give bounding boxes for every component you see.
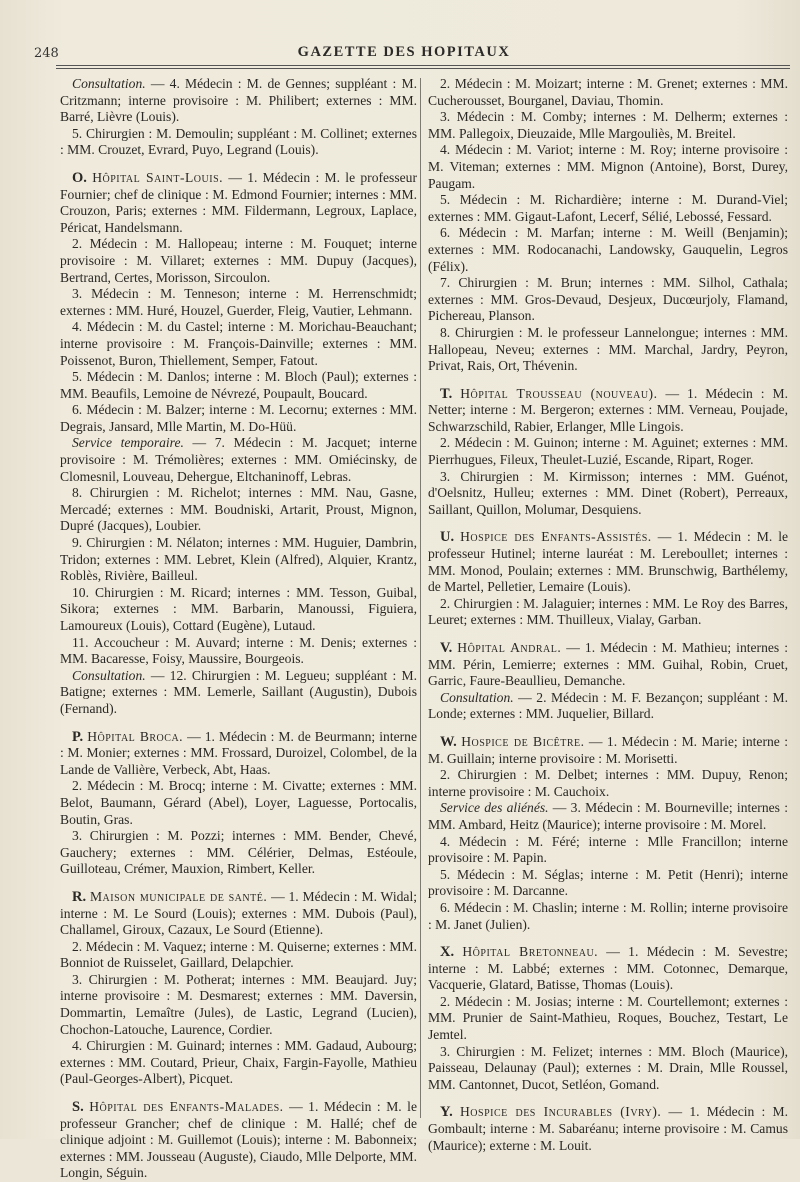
paragraph-text: 2. Médecin : M. Vaquez; interne : M. Quiserne; externes : MM. Bonniot de Ruisselet, Gaillard, Delapchier. xyxy=(60,938,417,971)
paragraph xyxy=(428,767,788,800)
right-column xyxy=(428,76,788,1154)
hospital-name: Hôpital Andral. xyxy=(457,640,562,655)
paragraph-text: — 2. Médecin : M. F. Bezançon; suppléant : M. Londe; externes : MM. Juquelier, Billard. xyxy=(428,689,788,722)
paragraph-text: 3. Médecin : M. Comby; internes : M. Delherm; externes : MM. Pallegoix, Dieuzaide, Mlle Margouliès, M. Breitel. xyxy=(428,109,788,141)
paragraph xyxy=(428,142,788,192)
paragraph xyxy=(60,635,417,668)
paragraph xyxy=(428,944,788,994)
paragraph-text: 3. Médecin : M. Tenneson; interne : M. Herrenschmidt; externes : MM. Huré, Houzel, Guerder, Fleig, Vautier, Lehmann. xyxy=(60,286,417,318)
paragraph-text: — 4. Médecin : M. de Gennes; suppléant : M. Critzmann; interne provisoire : M. Philibert; externes : MM. Barré, Lièvre (Louis). xyxy=(60,76,417,125)
journal-title: GAZETTE DES HOPITAUX xyxy=(297,44,511,60)
paragraph xyxy=(60,286,417,319)
paragraph xyxy=(428,275,788,325)
paragraph xyxy=(60,369,417,402)
paragraph xyxy=(60,126,417,159)
section-letter: S. xyxy=(72,1099,84,1116)
paragraph-text: — 1. Médecin : M. le professeur Grancher; chef de clinique : M. Hallé; chef de clinique adjoint : M. Guillemot (Louis); interne : M. Babonneix; externes : MM. Jousseau (Auguste), Ciaudo, Mlle Delporte, MM. Longin, Séguin. xyxy=(60,1099,417,1181)
header-rule-bottom xyxy=(56,68,790,69)
hospital-name: Hospice des Enfants-Assistés. xyxy=(460,529,652,545)
paragraph xyxy=(428,640,788,690)
paragraph-text: 4. Médecin : M. Variot; interne : M. Roy; interne provisoire : M. Viteman; externes : MM. Mignon (Antoine), Borst, Durey, Paugam. xyxy=(428,142,788,191)
paragraph-text: — 1. Médecin : M. le professeur Fournier; chef de clinique : M. Edmond Fournier; internes : MM. Crouzon, Paris; externes : MM. Fildermann, Legroux, Laplace, Péricat, Handelsmann. xyxy=(60,169,417,235)
paragraph xyxy=(428,225,788,275)
section-letter: V. xyxy=(440,640,453,656)
paragraph-text: 4. Médecin : M. du Castel; interne : M. Morichau-Beauchant; interne provisoire : M. François-Dainville; externes : MM. Poissenot, Buron, Thiellement, Semper, Fatout. xyxy=(60,319,417,368)
paragraph-text: 2. Chirurgien : M. Jalaguier; internes : MM. Le Roy des Barres, Leuret; externes : MM. Thuilleux, Vialay, Garban. xyxy=(428,595,788,628)
paragraph-text: 2. Médecin : M. Brocq; interne : M. Civatte; externes : MM. Belot, Baumann, Gérard (Abel), Loyer, Laguesse, Portocalis, Boutin, Gras. xyxy=(60,778,417,827)
paragraph xyxy=(428,192,788,225)
paragraph xyxy=(428,435,788,468)
paragraph xyxy=(60,76,417,126)
section-letter: U. xyxy=(440,529,455,546)
page-number: 248 xyxy=(34,46,59,61)
paragraph-text: 7. Chirurgien : M. Brun; internes : MM. Silhol, Cathala; externes : MM. Gros-Devaud, Desjeux, Ducœurjoly, Flamand, Pichereau, Planson. xyxy=(428,275,788,324)
paragraph-text: 3. Chirurgien : M. Kirmisson; internes : MM. Guénot, d'Oelsnitz, Hulleu; externes : MM. Dinet (Robert), Perreaux, Saillant, Quillon, Molumar, Desquiens. xyxy=(428,468,788,517)
service-label: Consultation. xyxy=(72,667,146,683)
paragraph-text: — 1. Médecin : M. Mathieu; internes : MM. Périn, Lemierre; externes : MM. Guihal, Robin, Cruet, Garric, Faure-Beaullieu, Demanche. xyxy=(428,640,789,689)
paragraph xyxy=(60,939,417,972)
paragraph-text: — 3. Médecin : M. Bourneville; internes : MM. Ambard, Heitz (Maurice); interne provisoire : M. Morel. xyxy=(428,800,788,832)
hospital-name: Hôpital des Enfants-Malades. xyxy=(89,1099,284,1115)
paragraph-text: 6. Médecin : M. Chaslin; interne : M. Rollin; interne provisoire : M. Janet (Julien). xyxy=(428,899,788,932)
paragraph-text: 6. Médecin : M. Marfan; interne : M. Weill (Benjamin); externes : MM. Rodocanachi, Landowsky, Gauquelin, Legros (Félix). xyxy=(428,225,788,274)
hospital-name: Maison municipale de santé. xyxy=(89,888,268,904)
paragraph xyxy=(60,828,417,878)
paragraph-text: — 1. Médecin : M. le professeur Hutinel; interne lauréat : M. Lereboullet; internes : MM. Monod, Poulain; externes : MM. Brunschwig, Barthélemy, de Martel, Pelletier, Lemaire (Louis). xyxy=(428,529,789,595)
paragraph xyxy=(428,1044,788,1094)
paragraph xyxy=(60,778,417,828)
service-label: Consultation. xyxy=(72,76,146,91)
paragraph xyxy=(60,402,417,435)
hospital-name: Hôpital Trousseau (nouveau). xyxy=(460,385,658,401)
hospital-name: Hôpital Broca. xyxy=(87,728,184,744)
paragraph xyxy=(428,1104,788,1154)
section-letter: W. xyxy=(440,733,457,750)
left-column xyxy=(60,76,417,1182)
paragraph-text: — 1. Médecin : M. Marie; interne : M. Guillain; interne provisoire : M. Morisetti. xyxy=(428,733,788,766)
paragraph-text: 5. Chirurgien : M. Demoulin; suppléant : M. Collinet; externes : MM. Crouzet, Evrard, Puyo, Legrand (Louis). xyxy=(60,125,417,158)
header-rule-top xyxy=(56,65,790,66)
hospital-name: Hôpital Bretonneau. xyxy=(462,944,599,960)
section-letter: O. xyxy=(72,169,87,186)
page-header xyxy=(34,42,774,64)
paragraph-text: 2. Médecin : M. Guinon; interne : M. Aguinet; externes : MM. Pierrhugues, Fileux, Theulet-Luzié, Escande, Ripart, Roger. xyxy=(428,435,788,468)
paragraph-text: 3. Chirurgien : M. Felizet; internes : MM. Bloch (Maurice), Paisseau, Delaunay (Paul); externes : M. Drain, Mlle Roussel, MM. Cantonnet, Ducot, Setléon, Gomand. xyxy=(428,1043,788,1092)
paragraph xyxy=(428,386,788,436)
paragraph-text: 2. Médecin : M. Hallopeau; interne : M. Fouquet; interne provisoire : M. Villaret; externes : MM. Dupuy (Jacques), Bertrand, Certes, Morisson, Sircoulon. xyxy=(60,236,417,285)
hospital-name: Hospice des Incurables (Ivry). xyxy=(459,1104,662,1120)
paragraph-text: 5. Médecin : M. Séglas; interne : M. Petit (Henri); interne provisoire : M. Darcanne. xyxy=(428,866,788,899)
paragraph-text: 10. Chirurgien : M. Ricard; internes : MM. Tesson, Guibal, Sikora; externes : MM. Barbarin, Manoussi, Figuiera, Lamoureux (Louis), Cottard (Eugène), Lutaud. xyxy=(60,584,417,633)
paragraph xyxy=(60,236,417,286)
hospital-name: Hôpital Saint-Louis. xyxy=(92,169,224,185)
paragraph xyxy=(60,668,417,718)
paragraph xyxy=(428,469,788,519)
paragraph xyxy=(428,734,788,767)
paragraph xyxy=(60,535,417,585)
paragraph-text: 5. Médecin : M. Danlos; interne : M. Bloch (Paul); externes : MM. Beaufils, Lemoine de Névrezé, Poupault, Boucard. xyxy=(60,369,417,401)
paragraph xyxy=(428,76,788,109)
paragraph xyxy=(60,1038,417,1088)
paragraph-text: 9. Chirurgien : M. Nélaton; internes : MM. Huguier, Dambrin, Tridon; externes : MM. Lebret, Klein (Alfred), Alquier, Krantz, Roblès, Rivière, Bailleul. xyxy=(60,535,417,584)
paragraph-text: 3. Chirurgien : M. Potherat; internes : MM. Beaujard. Juy; interne provisoire : M. Desmarest; externes : MM. Daversin, Dommartin, Lemaître (Jules), de Lastic, Legrand (Lucien), Chochon-Latouche, Laurence, Cordier. xyxy=(60,971,417,1037)
column-divider xyxy=(420,78,421,1118)
paragraph-text: 3. Chirurgien : M. Pozzi; internes : MM. Bender, Chevé, Gauchery; externes : MM. Célérier, Delmas, Estéoule, Guilloteau, Crémer, Mauxion, Rimbert, Keller. xyxy=(60,828,417,877)
paragraph-text: 4. Médecin : M. Féré; interne : Mlle Francillon; interne provisoire : M. Papin. xyxy=(428,833,788,866)
paragraph-text: — 1. Médecin : M. Sevestre; interne : M. Labbé; externes : MM. Cotonnec, Demarque, Vacquerie, Glatard, Batisse, Thomas (Louis). xyxy=(428,944,788,993)
paragraph xyxy=(60,170,417,236)
paragraph xyxy=(428,690,788,723)
paragraph-text: 11. Accoucheur : M. Auvard; interne : M. Denis; externes : MM. Bacaresse, Foisy, Maussire, Bourgeois. xyxy=(60,634,417,667)
paragraph xyxy=(428,834,788,867)
paragraph-text: 8. Chirurgien : M. le professeur Lannelongue; internes : MM. Hallopeau, Neveu; externes : MM. Marchal, Jardry, Peyron, Privat, Rais, Ort, Thévenin. xyxy=(428,324,788,374)
service-label: Service temporaire. xyxy=(72,435,184,451)
paragraph-text: 2. Médecin : M. Moizart; interne : M. Grenet; externes : MM. Cucherousset, Bourganel, Daviau, Thomin. xyxy=(428,76,788,108)
section-letter: X. xyxy=(440,944,455,961)
paragraph xyxy=(428,800,788,833)
paragraph xyxy=(60,972,417,1038)
paragraph-text: 2. Médecin : M. Josias; interne : M. Courtellemont; externes : MM. Prunier de Saint-Mathieu, Roques, Bouchez, Testart, Le Jemtel. xyxy=(428,993,788,1043)
paragraph xyxy=(60,1099,417,1182)
paragraph xyxy=(428,867,788,900)
paragraph xyxy=(428,529,788,595)
paragraph-text: 8. Chirurgien : M. Richelot; internes : MM. Nau, Gasne, Mercadé; externes : MM. Boudniski, Artarit, Proust, Mignon, Dupré (Jacques), Loubier. xyxy=(60,485,417,534)
paragraph xyxy=(60,319,417,369)
paragraph xyxy=(428,900,788,933)
paragraph xyxy=(60,585,417,635)
hospital-name: Hospice de Bicêtre. xyxy=(461,733,585,749)
section-letter: P. xyxy=(72,728,84,745)
paragraph-text: — 1. Médecin : M. de Beurmann; interne : M. Monier; externes : MM. Frossard, Duroizel, Colombel, de la Lande de Vallière, Verbeck, Abt, Haas. xyxy=(60,728,417,777)
paragraph-text: — 7. Médecin : M. Jacquet; interne provisoire : M. Trémolières; externes : MM. Omiécinsky, de Clomesnil, Louveau, Dehergue, Eltchaninoff, Lebras. xyxy=(60,435,417,484)
paragraph-text: — 1. Médecin : M. Gombault; interne : M. Sabaréanu; interne provisoire : M. Camus (Maurice); externe : M. Louit. xyxy=(428,1104,788,1153)
paragraph xyxy=(428,109,788,142)
paragraph-text: 6. Médecin : M. Balzer; interne : M. Lecornu; externes : MM. Degrais, Jansard, Mlle Martin, M. Do-Hüü. xyxy=(60,402,417,434)
paragraph xyxy=(428,596,788,629)
paragraph xyxy=(60,729,417,779)
section-letter: T. xyxy=(440,385,453,402)
service-label: Consultation. xyxy=(440,689,514,705)
paragraph-text: 2. Chirurgien : M. Delbet; internes : MM. Dupuy, Renon; interne provisoire : M. Cauchoix. xyxy=(428,767,788,799)
service-label: Service des aliénés. xyxy=(440,800,549,816)
paragraph xyxy=(428,994,788,1044)
paragraph xyxy=(60,435,417,485)
section-letter: R. xyxy=(72,888,87,905)
paragraph xyxy=(60,485,417,535)
section-letter: Y. xyxy=(440,1104,453,1121)
paragraph xyxy=(60,889,417,939)
paragraph-text: 4. Chirurgien : M. Guinard; internes : MM. Gadaud, Aubourg; externes : MM. Coutard, Prieur, Chaix, Fargin-Fayolle, Mathieu (Paul-Georges-Albert), Picquet. xyxy=(60,1038,417,1087)
paragraph xyxy=(428,325,788,375)
paragraph-text: — 1. Médecin : M. Netter; interne : M. Bergeron; externes : MM. Verneau, Poujade, Schwarzschild, Rabier, Erlanger, Mlle Lingois. xyxy=(428,385,788,434)
paragraph-text: — 1. Médecin : M. Widal; interne : M. Le Sourd (Louis); externes : MM. Dubois (Paul), Challamel, Giroux, Cazaux, Le Sourd (Etienne). xyxy=(60,888,417,938)
paragraph-text: 5. Médecin : M. Richardière; interne : M. Durand-Viel; externes : MM. Gigaut-Lafont, Lecerf, Sélié, Lebossé, Fessard. xyxy=(428,192,788,224)
paragraph-text: — 12. Chirurgien : M. Legueu; suppléant : M. Batigne; externes : MM. Lemerle, Saillant (Augustin), Dubois (Fernand). xyxy=(60,667,417,716)
